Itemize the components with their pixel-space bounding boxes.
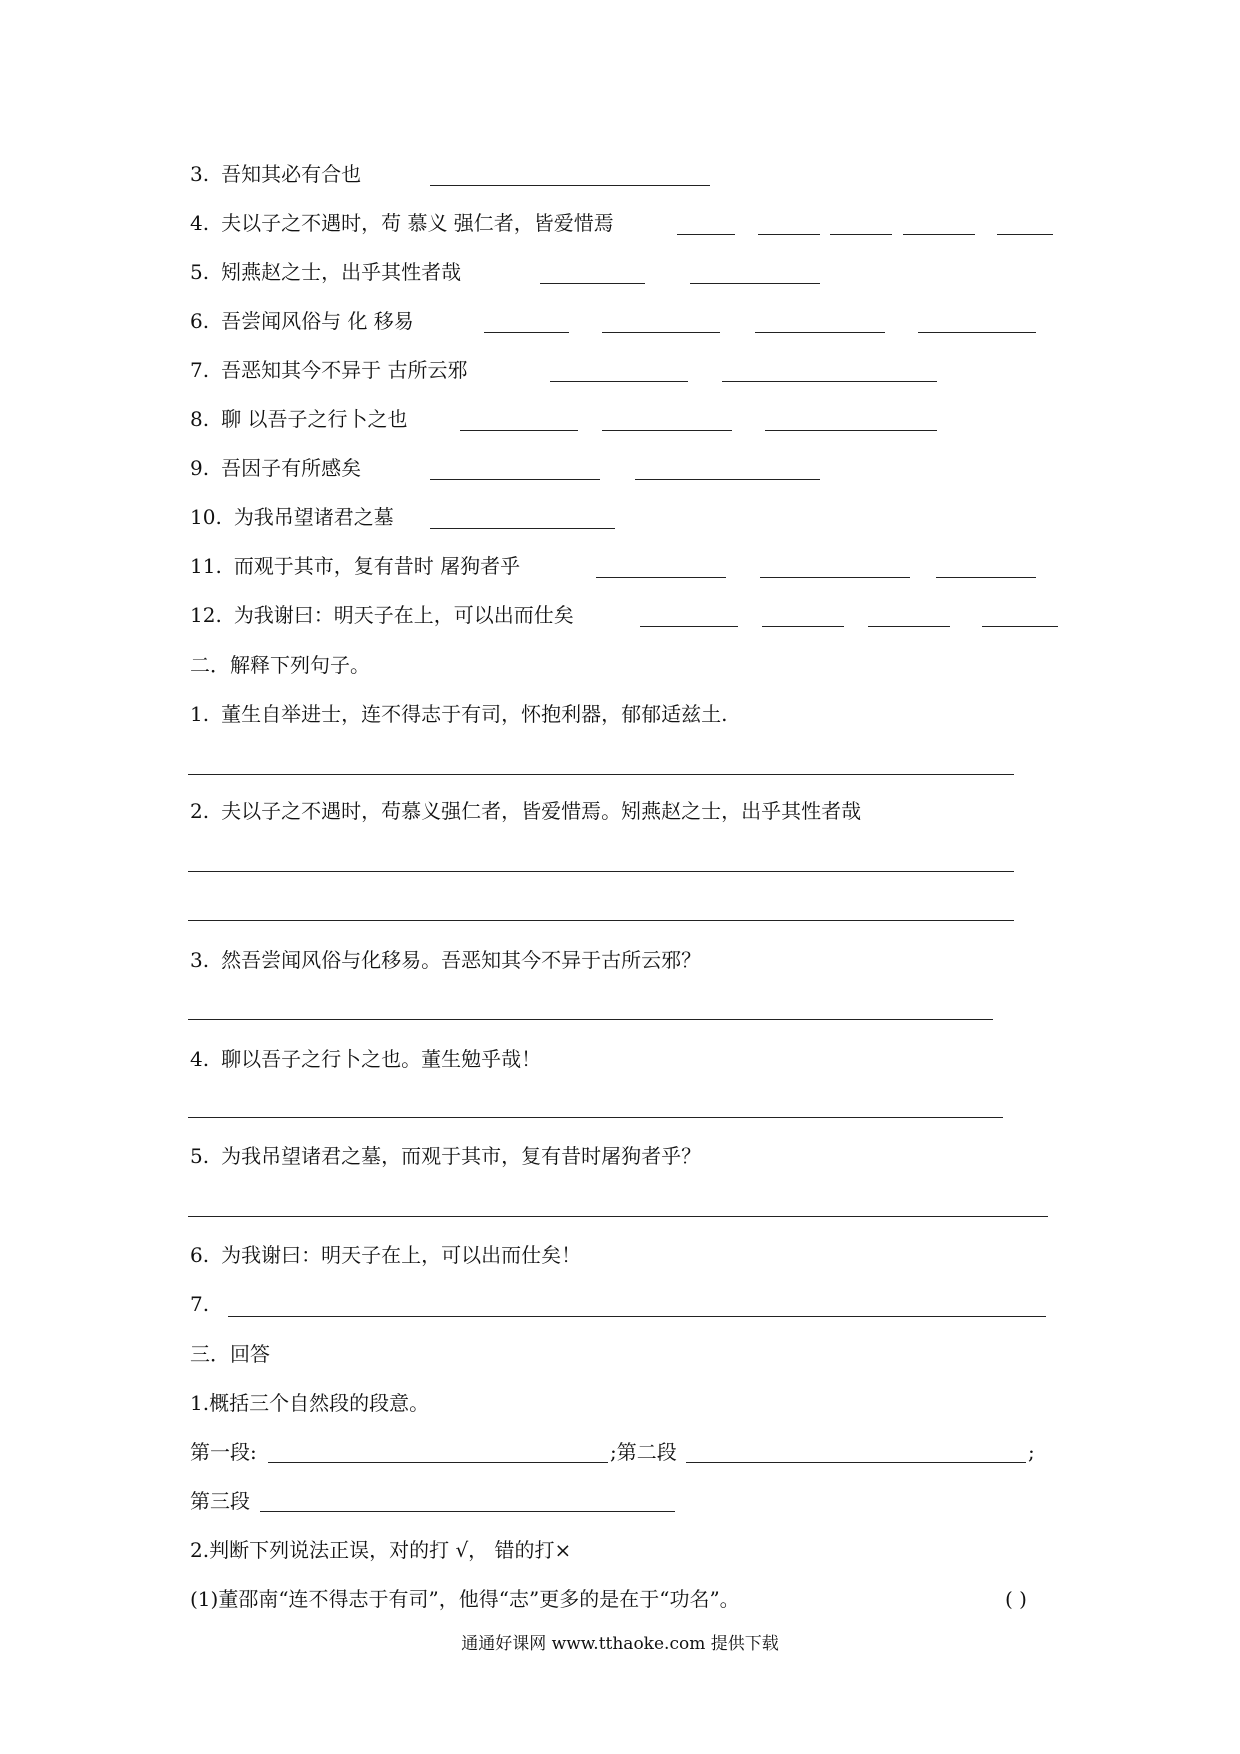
answer-parentheses[interactable]: ( ): [1005, 1587, 1027, 1611]
part1-item: [190, 454, 361, 482]
item-text: 吾恶知其今不异于 古所云邪: [221, 358, 468, 382]
item-number: 11.: [190, 554, 222, 578]
part2-item: [190, 700, 727, 728]
item-text: 夫以子之不遇时，苟慕义强仁者，皆爱惜焉。矧燕赵之士，出乎其性者哉: [221, 799, 862, 823]
segment-3-label: 第三段: [190, 1489, 250, 1513]
item-number: 4.: [190, 211, 210, 235]
part2-item: [190, 1290, 209, 1318]
answer-line[interactable]: [188, 920, 1014, 921]
part2-item: [190, 1142, 701, 1170]
page-footer: 通通好课网 www.tthaoke.com 提供下载: [461, 1634, 779, 1654]
item-number: 1.: [190, 702, 210, 726]
answer-blank[interactable]: [690, 283, 820, 284]
answer-blank[interactable]: [997, 234, 1053, 235]
item-number: 5.: [190, 260, 210, 284]
item-text: 夫以子之不遇时，苟 慕义 强仁者，皆爱惜焉: [221, 211, 614, 235]
segment-1-label: 第一段:: [190, 1440, 257, 1464]
item-text: 董生自举进士，连不得志于有司，怀抱利器，郁郁适兹土.: [221, 702, 728, 726]
answer-blank[interactable]: [460, 430, 578, 431]
paragraph-summary-row: [190, 1438, 257, 1466]
answer-blank[interactable]: [596, 577, 726, 578]
answer-blank[interactable]: [430, 185, 710, 186]
answer-blank[interactable]: [830, 234, 892, 235]
answer-line[interactable]: [228, 1316, 1046, 1317]
part3-heading: 三．回答: [190, 1342, 270, 1366]
answer-line[interactable]: [188, 1019, 993, 1020]
answer-line[interactable]: [188, 871, 1014, 872]
item-text: 矧燕赵之士，出乎其性者哉: [221, 260, 462, 284]
answer-line[interactable]: [188, 1117, 1003, 1118]
answer-blank[interactable]: [602, 332, 720, 333]
separator: ;: [610, 1440, 617, 1464]
part1-item: [190, 356, 467, 384]
segment-2-blank[interactable]: [686, 1462, 1026, 1463]
part2-heading: 二．解释下列句子。: [190, 653, 370, 677]
answer-blank[interactable]: [936, 577, 1036, 578]
item-number: 9.: [190, 456, 210, 480]
answer-blank[interactable]: [640, 626, 738, 627]
item-number: 3.: [190, 162, 210, 186]
item-text: 吾因子有所感矣: [221, 456, 362, 480]
item-text: 聊以吾子之行卜之也。董生勉乎哉！: [221, 1047, 542, 1071]
item-number: 4.: [190, 1047, 210, 1071]
item-text: 聊 以吾子之行卜之也: [221, 407, 408, 431]
question-2: 2.判断下列说法正误，对的打 √， 错的打×: [190, 1538, 572, 1562]
answer-blank[interactable]: [484, 332, 569, 333]
item-number: 3.: [190, 948, 210, 972]
item-number: 2.: [190, 799, 210, 823]
segment-separator: [610, 1438, 677, 1466]
answer-blank[interactable]: [762, 626, 844, 627]
item-number: 6.: [190, 309, 210, 333]
segment-3-blank[interactable]: [260, 1511, 675, 1512]
part1-item: [190, 307, 414, 335]
answer-blank[interactable]: [755, 332, 885, 333]
part1-item: [190, 552, 520, 580]
item-number: 6.: [190, 1243, 210, 1267]
answer-blank[interactable]: [602, 430, 732, 431]
answer-line[interactable]: [188, 1216, 1048, 1217]
item-text: 吾尝闻风俗与 化 移易: [221, 309, 414, 333]
part1-item: [190, 601, 574, 629]
item-text: 而观于其市，复有昔时 屠狗者乎: [233, 554, 521, 578]
item-number: 10.: [190, 505, 222, 529]
part1-item: [190, 209, 614, 237]
part1-item: [190, 405, 407, 433]
answer-blank[interactable]: [550, 381, 688, 382]
judgement-item: (1)董邵南“连不得志于有司”，他得“志”更多的是在于“功名”。: [190, 1587, 740, 1611]
answer-blank[interactable]: [903, 234, 975, 235]
item-number: 8.: [190, 407, 210, 431]
answer-blank[interactable]: [758, 234, 820, 235]
part1-item: [190, 258, 461, 286]
item-number: 12.: [190, 603, 222, 627]
item-number: 5.: [190, 1144, 210, 1168]
answer-blank[interactable]: [760, 577, 910, 578]
item-text: 吾知其必有合也: [221, 162, 362, 186]
answer-blank[interactable]: [765, 430, 937, 431]
item-text: 为我谢曰：明天子在上，可以出而仕矣！: [221, 1243, 582, 1267]
question-1: 1.概括三个自然段的段意。: [190, 1391, 430, 1415]
answer-blank[interactable]: [430, 528, 615, 529]
answer-blank[interactable]: [868, 626, 950, 627]
part1-item: [190, 503, 394, 531]
item-text: 为我谢曰：明天子在上，可以出而仕矣: [233, 603, 574, 627]
segment-1-blank[interactable]: [268, 1462, 608, 1463]
item-number: 7.: [190, 358, 210, 382]
item-text: 为我吊望诸君之墓，而观于其市，复有昔时屠狗者乎？: [221, 1144, 702, 1168]
answer-blank[interactable]: [540, 283, 645, 284]
answer-blank[interactable]: [918, 332, 1036, 333]
part2-item: [190, 797, 861, 825]
answer-line[interactable]: [188, 774, 1014, 775]
part2-item: [190, 1045, 541, 1073]
answer-blank[interactable]: [635, 479, 820, 480]
segment-2-label: 第二段: [616, 1440, 677, 1464]
answer-blank[interactable]: [722, 381, 937, 382]
item-text: 为我吊望诸君之墓: [233, 505, 394, 529]
segment-end: ;: [1028, 1440, 1035, 1464]
item-text: 然吾尝闻风俗与化移易。吾恶知其今不异于古所云邪？: [221, 948, 702, 972]
item-number: 7.: [190, 1292, 210, 1316]
answer-blank[interactable]: [677, 234, 735, 235]
part1-item: [190, 160, 361, 188]
answer-blank[interactable]: [430, 479, 600, 480]
part2-item: [190, 946, 701, 974]
answer-blank[interactable]: [982, 626, 1058, 627]
part2-item: [190, 1241, 581, 1269]
